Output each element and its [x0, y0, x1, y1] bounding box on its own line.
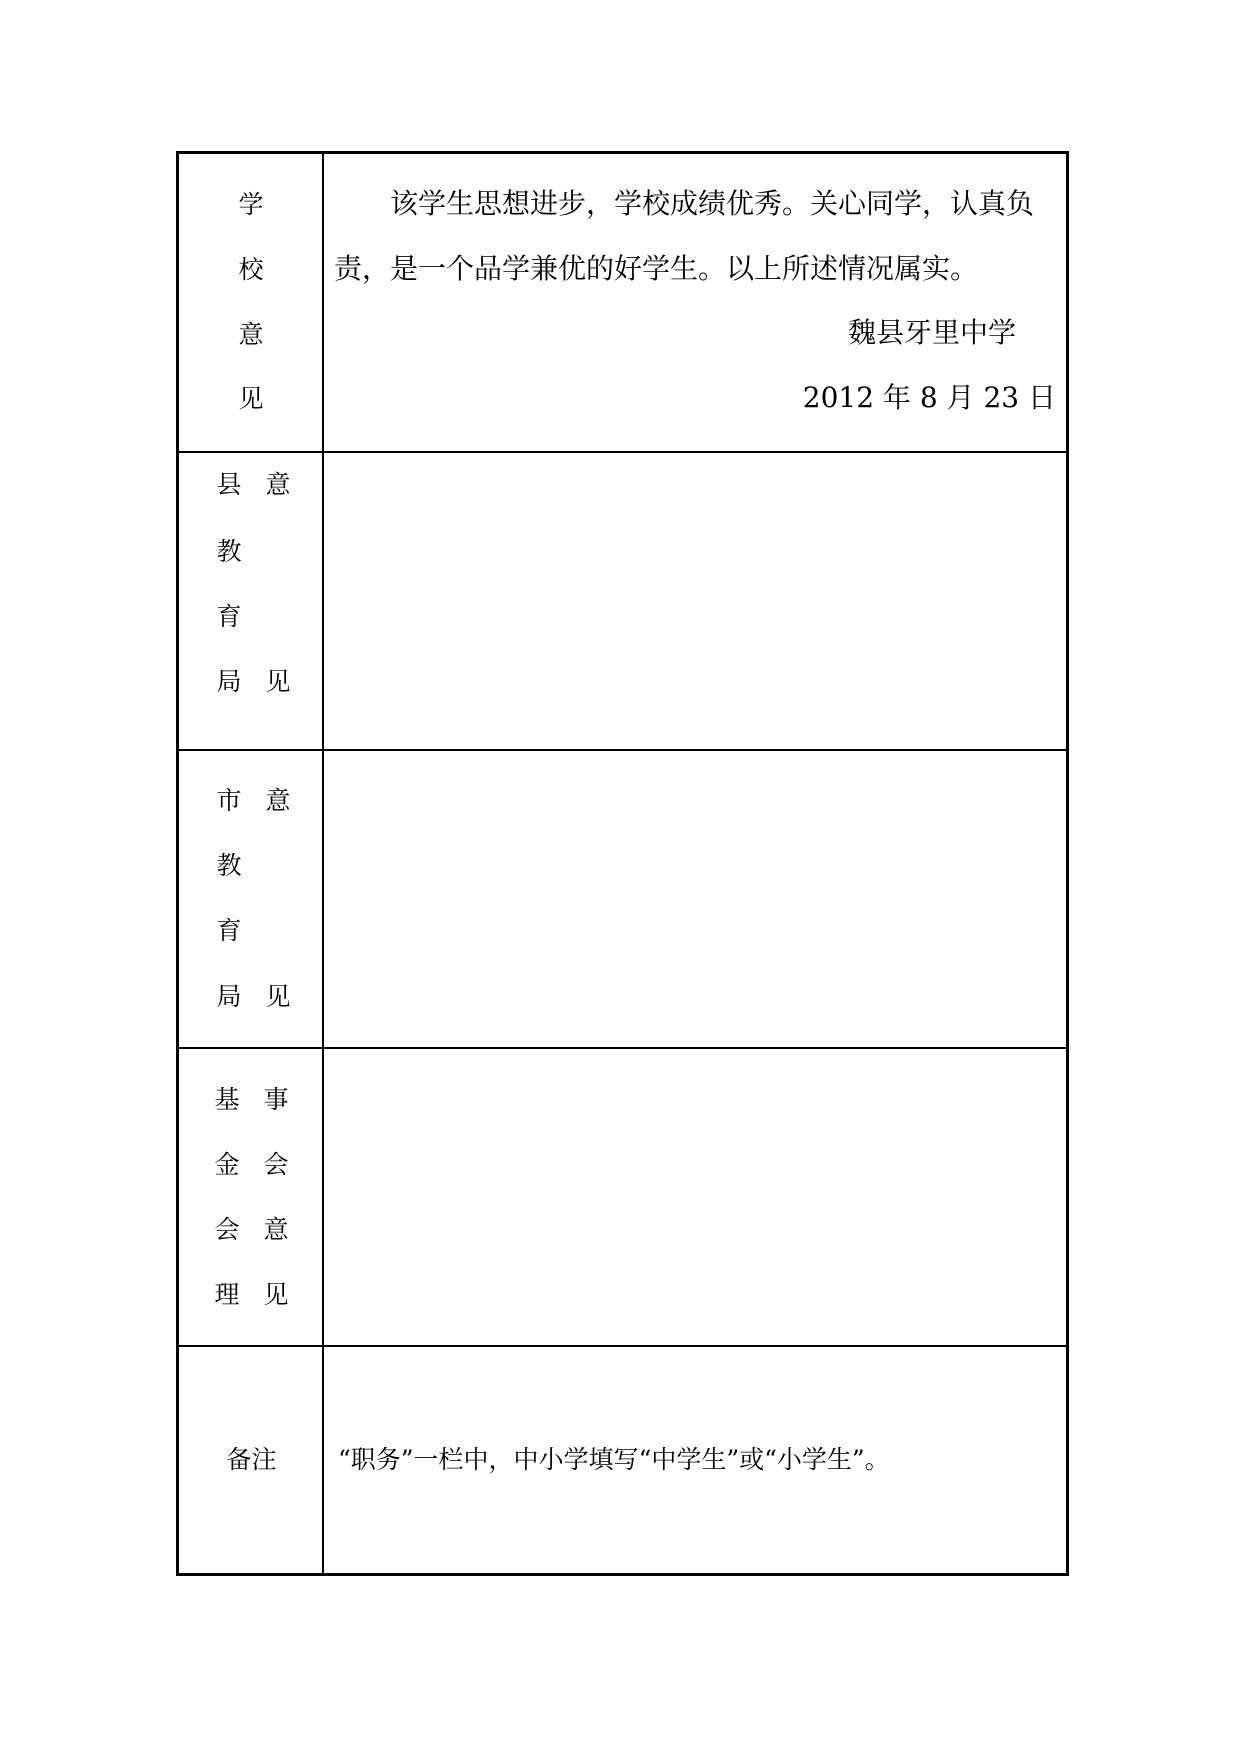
remarks-content [324, 1347, 1066, 1573]
foundation-label [179, 1049, 324, 1345]
opinion-text-line-1: 该学生思想进步，学校成绩优秀。关心同学，认真负 [390, 187, 1035, 220]
label-char: 见 [238, 384, 264, 413]
remarks-row [179, 1345, 1066, 1573]
city-bureau-label [179, 751, 324, 1047]
label-char: 学 [238, 190, 264, 219]
approval-form-table [176, 151, 1069, 1576]
label-char: 会 [214, 1215, 240, 1244]
school-opinion-row [179, 154, 1066, 451]
label-char: 事 [263, 1085, 289, 1114]
county-bureau-row [179, 451, 1066, 749]
remarks-label: 备注 [226, 1445, 277, 1474]
remarks-text: “职务”一栏中，中小学填写“中学生”或“小学生”。 [338, 1445, 890, 1474]
foundation-row [179, 1047, 1066, 1345]
remarks-label-cell [179, 1347, 324, 1573]
school-opinion-label [179, 154, 324, 451]
label-char: 会 [263, 1150, 289, 1179]
label-char: 意 [265, 786, 291, 815]
school-signature: 魏县牙里中学 [848, 316, 1017, 349]
label-char: 理 [214, 1280, 240, 1309]
county-bureau-label [179, 453, 324, 749]
label-char: 见 [265, 667, 291, 696]
label-char: 校 [238, 255, 264, 284]
label-char: 局 [216, 982, 242, 1011]
label-char: 教 [216, 537, 242, 566]
label-char: 育 [216, 916, 242, 945]
label-char: 市 [216, 786, 242, 815]
label-char: 意 [238, 320, 264, 349]
label-char: 教 [216, 851, 242, 880]
foundation-opinion-area[interactable] [324, 1049, 1066, 1345]
label-char: 县 [216, 470, 242, 499]
label-char: 见 [265, 982, 291, 1011]
city-bureau-opinion-area[interactable] [324, 751, 1066, 1047]
label-char: 育 [216, 602, 242, 631]
label-char: 金 [214, 1150, 240, 1179]
school-opinion-content [324, 154, 1066, 451]
city-bureau-row [179, 749, 1066, 1047]
label-char: 局 [216, 667, 242, 696]
opinion-text-line-2: 责，是一个品学兼优的好学生。以上所述情况属实。 [334, 252, 979, 285]
label-char: 见 [263, 1280, 289, 1309]
label-char: 基 [214, 1085, 240, 1114]
label-char: 意 [265, 470, 291, 499]
opinion-date: 2012 年 8 月 23 日 [802, 381, 1056, 414]
county-bureau-opinion-area[interactable] [324, 453, 1066, 749]
label-char: 意 [263, 1215, 289, 1244]
